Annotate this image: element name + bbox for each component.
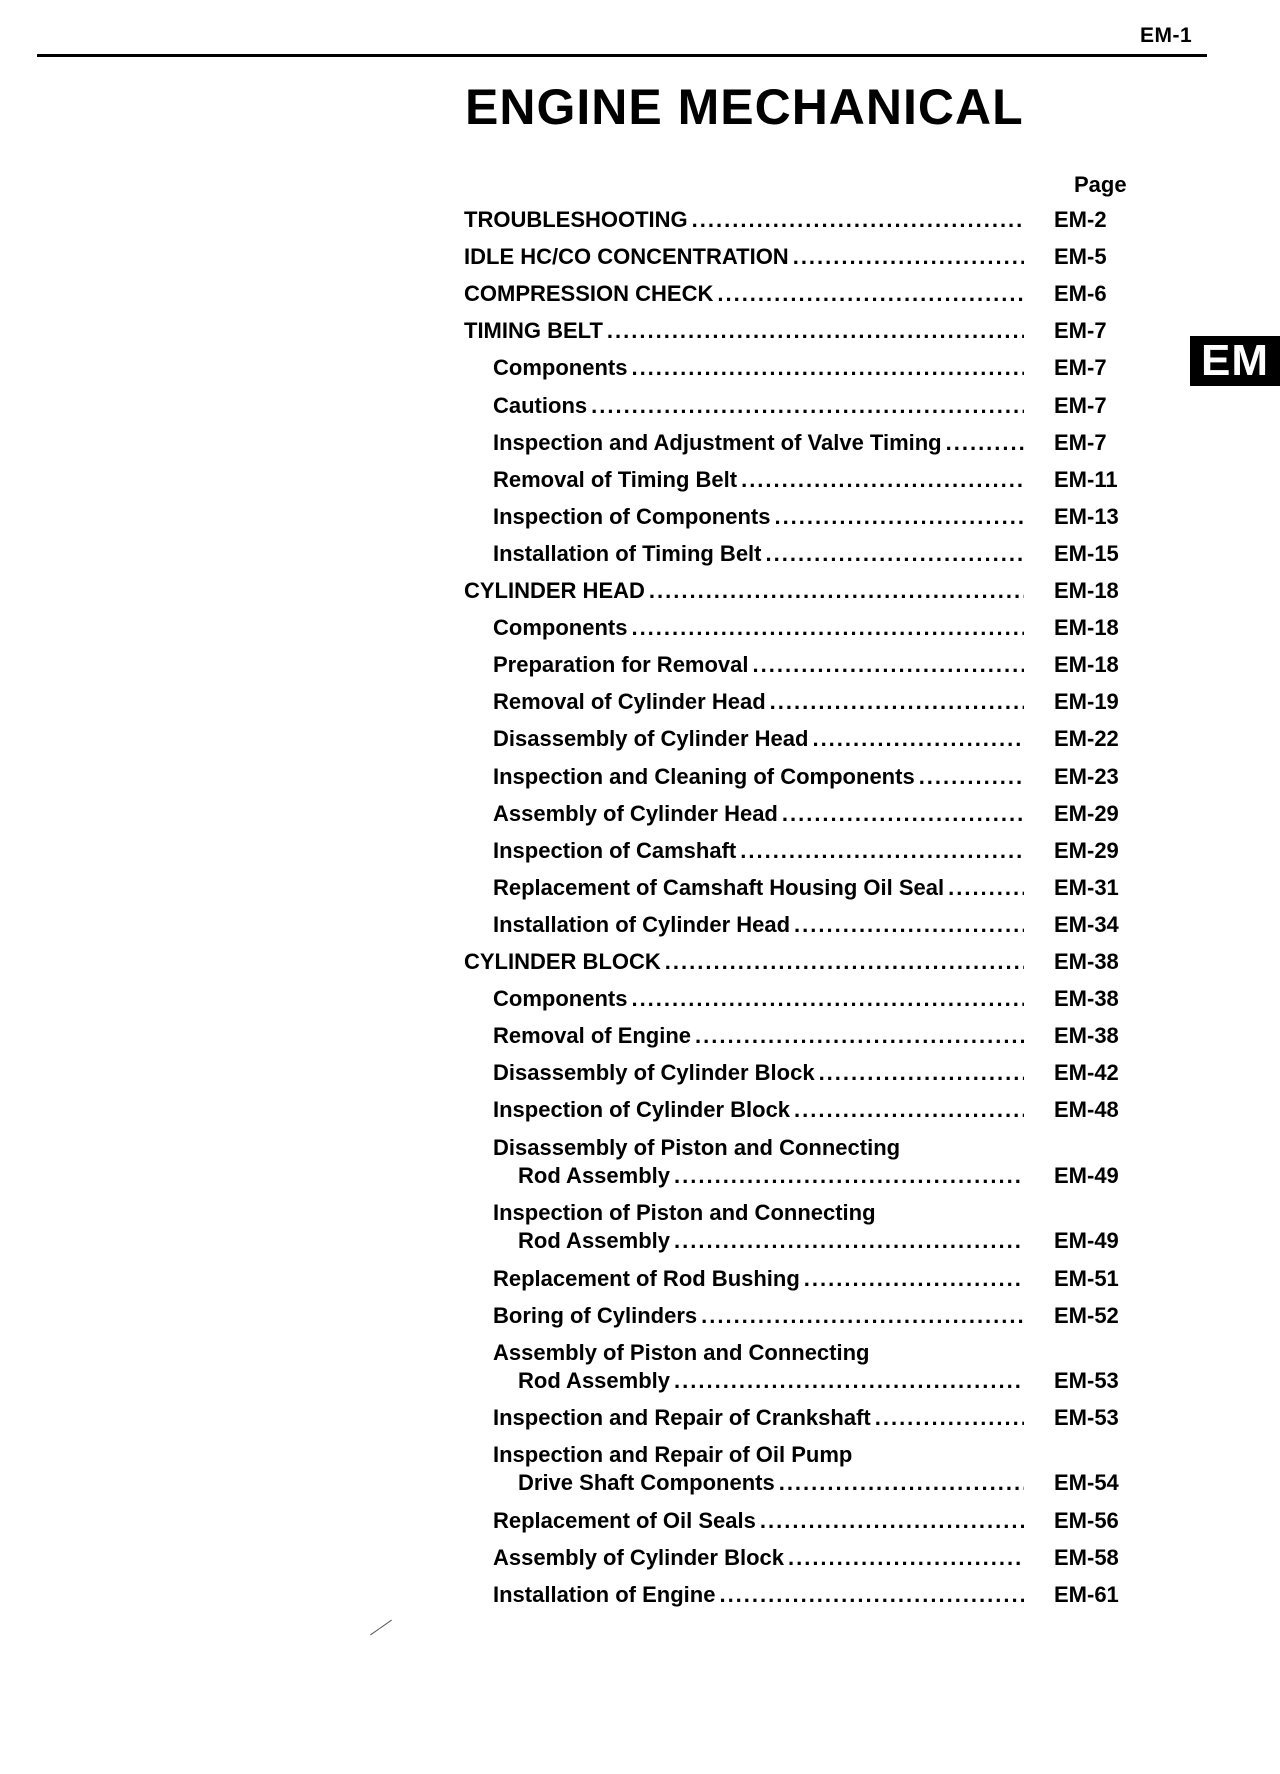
toc-entry xyxy=(493,1134,1154,1190)
dot-leader xyxy=(819,1059,1024,1087)
toc-entry-label: Disassembly of Cylinder Block xyxy=(493,1060,815,1086)
toc-entry-row xyxy=(493,725,1154,753)
toc-entry xyxy=(493,874,1154,902)
toc-entry xyxy=(493,1022,1154,1050)
toc-entry-label: Inspection of Piston and Connecting xyxy=(493,1200,876,1225)
toc-entry-row xyxy=(493,614,1154,642)
toc-entry-row xyxy=(493,1581,1154,1609)
toc-entry xyxy=(493,1507,1154,1535)
toc-entry xyxy=(493,1059,1154,1087)
page-column-heading: Page xyxy=(1074,172,1127,197)
toc-entry-row xyxy=(493,503,1154,531)
toc-entry xyxy=(493,1404,1154,1432)
toc-entry-label: Inspection of Components xyxy=(493,503,771,529)
dot-leader xyxy=(719,1581,1024,1609)
dot-leader xyxy=(741,466,1024,494)
toc-entry-label: Components xyxy=(493,355,628,381)
toc-entry-row xyxy=(493,800,1154,828)
toc-entry-label: Installation of Cylinder Head xyxy=(493,911,791,937)
dot-leader xyxy=(779,1469,1024,1497)
toc-entry-row xyxy=(493,911,1154,939)
toc-entry xyxy=(493,1581,1154,1609)
dot-leader xyxy=(631,354,1024,382)
toc-entry-label: Disassembly of Piston and Connecting xyxy=(493,1134,901,1160)
toc-entry-label: Replacement of Oil Seals xyxy=(493,1507,756,1533)
toc-entry xyxy=(493,985,1154,1013)
toc-entry-page: EM-13 xyxy=(1054,503,1119,529)
toc-entry-page: EM-18 xyxy=(1054,578,1119,603)
dot-leader xyxy=(631,985,1024,1013)
toc-entry-label: CYLINDER HEAD xyxy=(464,578,645,603)
toc-entry xyxy=(464,243,1154,271)
toc-entry xyxy=(493,911,1154,939)
toc-entry-page: EM-15 xyxy=(1054,540,1119,566)
toc-entry-label: Disassembly of Cylinder Head xyxy=(493,726,809,752)
toc-entry-label: Boring of Cylinders xyxy=(493,1302,698,1328)
toc-entry-label: Removal of Timing Belt xyxy=(493,466,738,492)
page-number: EM-1 xyxy=(1140,24,1193,47)
dot-leader xyxy=(631,614,1024,642)
toc-entry xyxy=(493,763,1154,791)
toc-entry-page: EM-58 xyxy=(1054,1544,1119,1570)
toc-entry-page: EM-53 xyxy=(1054,1367,1119,1393)
toc-entry-page: EM-56 xyxy=(1054,1507,1119,1533)
toc-entry-page: EM-61 xyxy=(1054,1582,1119,1607)
toc-entry-label: Inspection and Adjustment of Valve Timing xyxy=(493,429,942,455)
dot-leader xyxy=(701,1302,1024,1330)
toc-entry xyxy=(493,1302,1154,1330)
toc-entry-row xyxy=(493,688,1154,716)
toc-entry xyxy=(493,651,1154,679)
toc-entry-page: EM-53 xyxy=(1054,1405,1119,1431)
toc-entry-label-continued: Rod Assembly xyxy=(518,1228,671,1253)
dot-leader xyxy=(794,1096,1024,1124)
toc-entry-label: Components xyxy=(493,615,628,641)
dot-leader xyxy=(695,1022,1024,1050)
toc-entry-label-continued: Rod Assembly xyxy=(518,1162,671,1188)
toc-entry-page: EM-52 xyxy=(1054,1302,1119,1328)
toc-entry-page: EM-51 xyxy=(1054,1265,1119,1291)
toc-entry-label: CYLINDER BLOCK xyxy=(464,949,661,974)
toc-entry xyxy=(493,725,1154,753)
toc-entry-page: EM-2 xyxy=(1054,207,1107,232)
dot-leader xyxy=(753,651,1024,679)
toc-entry-row xyxy=(493,1022,1154,1050)
toc-entry xyxy=(493,1441,1154,1497)
toc-entry-page: EM-22 xyxy=(1054,726,1119,752)
toc-entry-page: EM-31 xyxy=(1054,874,1119,900)
toc-entry-label: TIMING BELT xyxy=(464,318,603,344)
toc-entry xyxy=(493,1544,1154,1572)
dot-leader xyxy=(674,1227,1024,1255)
toc-entry xyxy=(493,466,1154,494)
toc-entry-row xyxy=(493,1507,1154,1535)
toc-entry-page: EM-49 xyxy=(1054,1228,1119,1253)
toc-entry xyxy=(464,948,1154,976)
toc-entry xyxy=(493,503,1154,531)
toc-entry-row xyxy=(493,392,1154,420)
dot-leader xyxy=(674,1367,1024,1395)
toc-entry-label-continued: Rod Assembly xyxy=(518,1367,671,1393)
toc-entry-row xyxy=(493,763,1154,791)
toc-entry xyxy=(493,429,1154,457)
toc-entry-label: Removal of Engine xyxy=(493,1023,692,1049)
toc-entry-page: EM-7 xyxy=(1054,355,1107,381)
toc-entry-label: Assembly of Cylinder Head xyxy=(493,800,778,826)
dot-leader xyxy=(919,763,1024,791)
toc-entry-page: EM-5 xyxy=(1054,244,1107,270)
toc-entry-page: EM-38 xyxy=(1054,986,1119,1012)
toc-entry-row xyxy=(493,1404,1154,1432)
toc-entry-row xyxy=(464,206,1154,234)
dot-leader xyxy=(760,1507,1024,1535)
dot-leader xyxy=(740,837,1024,865)
toc-entry-row xyxy=(493,1096,1154,1124)
toc-entry-page: EM-54 xyxy=(1054,1470,1119,1496)
toc-entry-label: Replacement of Camshaft Housing Oil Seal xyxy=(493,874,945,900)
dot-leader xyxy=(770,688,1024,716)
dot-leader xyxy=(665,948,1024,976)
toc-entry-page: EM-7 xyxy=(1054,392,1107,418)
toc-entry-page: EM-7 xyxy=(1054,429,1107,455)
toc-entry-row xyxy=(493,466,1154,494)
toc-entry-row xyxy=(464,317,1154,345)
toc-entry-label: Assembly of Piston and Connecting xyxy=(493,1339,870,1365)
toc-entry xyxy=(493,540,1154,568)
toc-entry xyxy=(493,392,1154,420)
dot-leader xyxy=(591,392,1024,420)
toc-entry-label: Inspection of Camshaft xyxy=(493,837,737,863)
toc-entry-row xyxy=(493,1162,1154,1190)
toc-entry xyxy=(493,1265,1154,1293)
toc-entry xyxy=(464,577,1154,605)
toc-entry xyxy=(493,1199,1154,1255)
dot-leader xyxy=(692,206,1024,234)
toc-entry xyxy=(464,206,1154,234)
dot-leader xyxy=(948,874,1024,902)
toc-entry-row xyxy=(464,280,1154,308)
toc-entry-label: Cautions xyxy=(493,392,588,418)
dot-leader xyxy=(794,911,1024,939)
toc-entry-row xyxy=(493,1227,1154,1255)
stray-pen-mark xyxy=(370,1620,392,1636)
toc-entry-row xyxy=(493,1265,1154,1293)
toc-entry-label: Replacement of Rod Bushing xyxy=(493,1265,800,1291)
toc-entry-page: EM-42 xyxy=(1054,1060,1119,1086)
toc-entry-page: EM-19 xyxy=(1054,689,1119,715)
toc-entry-row xyxy=(464,577,1154,605)
dot-leader xyxy=(793,243,1024,271)
dot-leader xyxy=(674,1162,1024,1190)
toc-entry xyxy=(493,614,1154,642)
toc-entry-row xyxy=(493,1059,1154,1087)
toc-entry-row xyxy=(493,540,1154,568)
dot-leader xyxy=(804,1265,1024,1293)
dot-leader xyxy=(788,1544,1024,1572)
toc-entry-label: TROUBLESHOOTING xyxy=(464,207,688,232)
dot-leader xyxy=(812,725,1024,753)
toc-entry-row xyxy=(493,837,1154,865)
toc-entry-label: Installation of Timing Belt xyxy=(493,540,762,566)
header-rule xyxy=(37,54,1207,57)
toc-entry-row xyxy=(493,1469,1154,1497)
toc-entry-row xyxy=(493,1302,1154,1330)
toc-entry-page: EM-34 xyxy=(1054,911,1119,937)
dot-leader xyxy=(607,317,1024,345)
toc-entry-page: EM-38 xyxy=(1054,1023,1119,1049)
toc-entry-row xyxy=(493,1544,1154,1572)
toc-entry-label: IDLE HC/CO CONCENTRATION xyxy=(464,244,789,270)
toc-entry-row xyxy=(493,1367,1154,1395)
toc-entry xyxy=(493,1339,1154,1395)
toc-entry-page: EM-11 xyxy=(1054,466,1118,492)
toc-entry-label-continued: Drive Shaft Components xyxy=(518,1470,775,1496)
toc-entry-page: EM-7 xyxy=(1054,318,1107,344)
toc-entry-page: EM-48 xyxy=(1054,1097,1119,1123)
section-tab: EM xyxy=(1190,336,1280,386)
toc-entry-row xyxy=(493,429,1154,457)
dot-leader xyxy=(946,429,1024,457)
toc-entry xyxy=(493,1096,1154,1124)
toc-entry-page: EM-38 xyxy=(1054,949,1119,974)
dot-leader xyxy=(649,577,1024,605)
toc-entry-row xyxy=(464,948,1154,976)
dot-leader xyxy=(875,1404,1024,1432)
toc-entry xyxy=(493,800,1154,828)
toc-entry-page: EM-18 xyxy=(1054,652,1119,678)
toc-entry xyxy=(493,837,1154,865)
toc-entry-label: Assembly of Cylinder Block xyxy=(493,1544,784,1570)
toc-entry-row xyxy=(464,243,1154,271)
toc-entry-page: EM-18 xyxy=(1054,615,1119,641)
toc-entry-label: Inspection and Repair of Crankshaft xyxy=(493,1405,871,1431)
toc-entry-label: Installation of Engine xyxy=(493,1582,716,1607)
toc-entry-page: EM-6 xyxy=(1054,281,1107,307)
toc-entry-page: EM-49 xyxy=(1054,1162,1119,1188)
toc-entry-label: Preparation for Removal xyxy=(493,652,749,678)
dot-leader xyxy=(766,540,1025,568)
toc-entry-row xyxy=(493,354,1154,382)
toc-entry-label: Inspection of Cylinder Block xyxy=(493,1097,791,1123)
toc-entry xyxy=(493,354,1154,382)
toc-entry-row xyxy=(493,651,1154,679)
toc-entry-label: Inspection and Repair of Oil Pump xyxy=(493,1442,853,1468)
dot-leader xyxy=(774,503,1024,531)
page-title: ENGINE MECHANICAL xyxy=(465,79,1024,135)
toc-entry xyxy=(464,317,1154,345)
toc-entry-page: EM-23 xyxy=(1054,763,1119,789)
toc-entry-row xyxy=(493,985,1154,1013)
toc-entry xyxy=(493,688,1154,716)
dot-leader xyxy=(782,800,1024,828)
dot-leader xyxy=(717,280,1024,308)
toc-entry-label: Inspection and Cleaning of Components xyxy=(493,763,915,789)
toc-entry-label: COMPRESSION CHECK xyxy=(464,281,714,307)
toc-entry-label: Components xyxy=(493,986,628,1012)
toc-entry xyxy=(464,280,1154,308)
toc-entry-label: Removal of Cylinder Head xyxy=(493,689,766,715)
toc-entry-row xyxy=(493,874,1154,902)
toc-entry-page: EM-29 xyxy=(1054,800,1119,826)
toc-entry-page: EM-29 xyxy=(1054,837,1119,863)
